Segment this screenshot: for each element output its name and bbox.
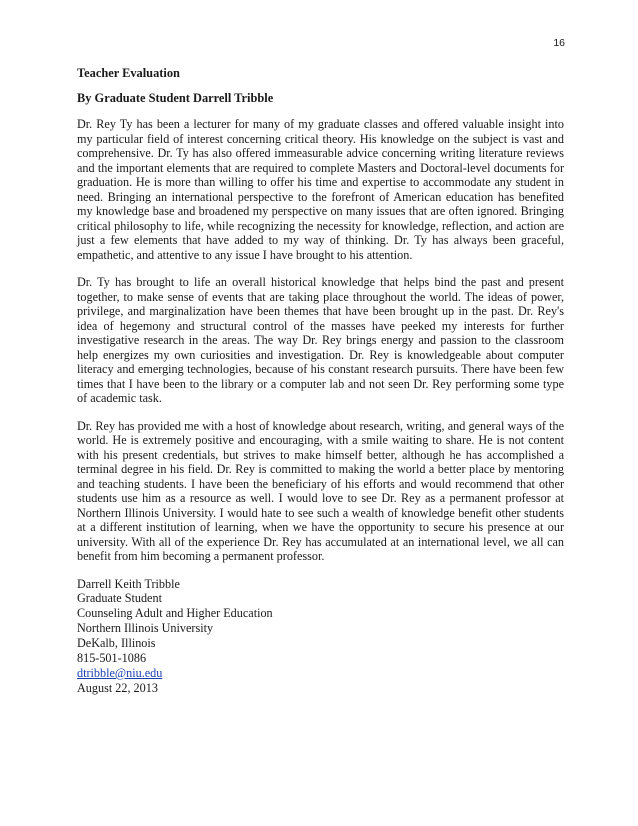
signature-name: Darrell Keith Tribble <box>77 576 180 591</box>
signature-location: DeKalb, Illinois <box>77 636 156 651</box>
letter-body <box>77 66 564 696</box>
document-title: Teacher Evaluation <box>77 66 180 80</box>
email-link[interactable]: dtribble@niu.edu <box>77 665 163 680</box>
signature-department: Counseling Adult and Higher Education <box>77 606 273 621</box>
document-subtitle: By Graduate Student Darrell Tribble <box>77 91 274 105</box>
signature-phone: 815-501-1086 <box>77 651 147 666</box>
signature-role: Graduate Student <box>77 591 162 606</box>
paragraph-1: Dr. Rey Ty has been a lecturer for many of my graduate classes and offered valuable insight into my particular field of interest concerning critical theory. His knowledge on the subject is vast and comprehensive. Dr. Ty has also offered immeasurable advice concerning writing literature reviews and the important elements that are required to complete Masters and Doctoral-level documents for graduation. He is more than willing to offer his time and expertise to accommodate any student in need. Bringing an international perspective to the forefront of American education has benefited my knowledge base and broadened my perspective on many issues that are often ignored. Bringing critical philosophy to life, while recognizing the necessity for knowledge, reflection, and action are just a few elements that have added to my way of thinking. Dr. Ty has always been graceful, empathetic, and attentive to any issue I have brought to his attention. <box>77 117 564 262</box>
page-number: 16 <box>553 37 565 49</box>
paragraph-3: Dr. Rey has provided me with a host of knowledge about research, writing, and general ways of the world. He is extremely positive and encouraging, with a smile waiting to share. He is not content with his present credentials, but strives to make himself better, although he has accomplished a terminal degree in his field. Dr. Rey is committed to making the world a better place by mentoring and teaching students. I have been the beneficiary of his efforts and would recommend that other students use him as a resource as well. I would love to see Dr. Rey as a permanent professor at Northern Illinois University. I would hate to see such a wealth of knowledge benefit other students at a different institution of learning, when we have the opportunity to secure his presence at our university. With all of the experience Dr. Rey has accumulated at an international level, we all can benefit from him becoming a permanent professor. <box>77 418 564 563</box>
signature-university: Northern Illinois University <box>77 621 214 636</box>
signature-block <box>77 577 564 696</box>
paragraph-2: Dr. Ty has brought to life an overall historical knowledge that helps bind the past and present together, to make sense of events that are taking place throughout the world. The ideas of power, privilege, and marginalization have been themes that have been brought up in the past. Dr. Rey's idea of hegemony and structural control of the masses have peeked my interests for further investigative research in the areas. The way Dr. Rey brings energy and passion to the classroom help energizes my own curiosities and investigation. Dr. Rey is knowledgeable about computer literacy and emerging technologies, because of his constant research pursuits. There have been few times that I have been to the library or a computer lab and not seen Dr. Rey performing some type of academic task. <box>77 275 564 405</box>
signature-date: August 22, 2013 <box>77 680 158 695</box>
